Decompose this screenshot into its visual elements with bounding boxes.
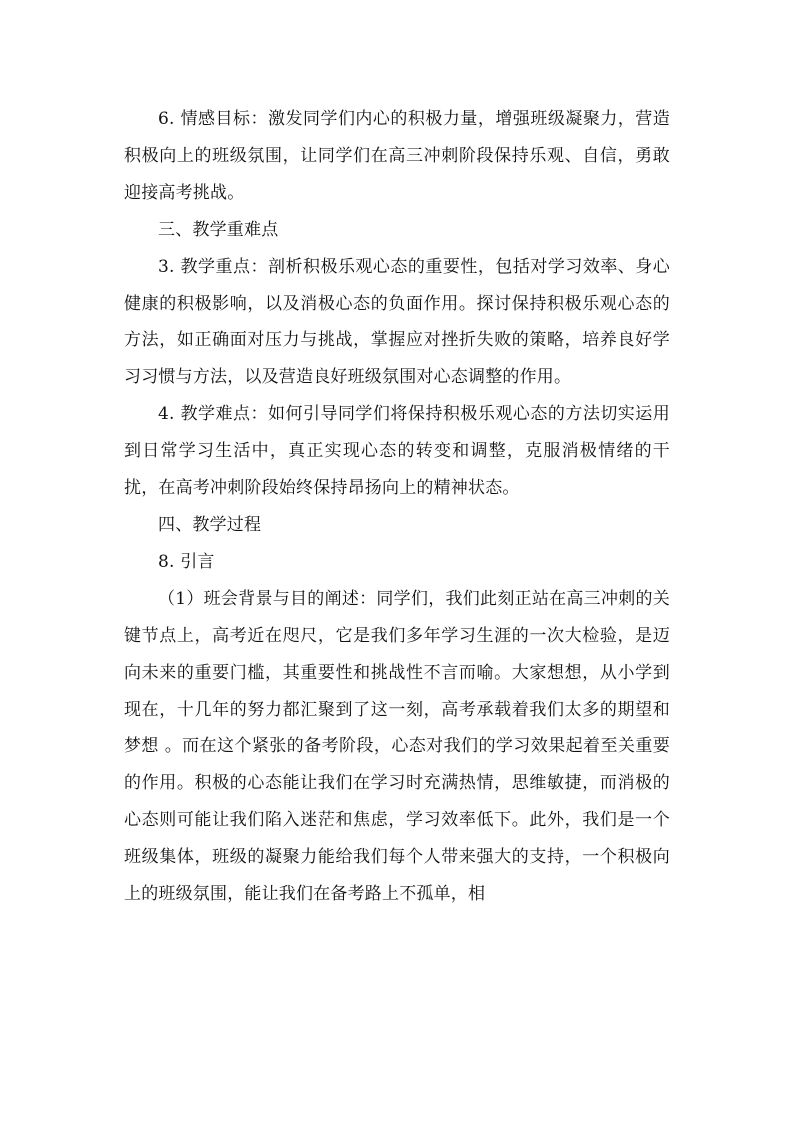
teaching-focus-paragraph: 3. 教学重点：剖析积极乐观心态的重要性，包括对学习效率、身心健康的积极影响，以及消极心态的负面作用。探讨保持积极乐观心态的方法，如正确面对压力与挑战，掌握应对挫折失败的策略，培养良好学习习惯与方法，以及营造良好班级氛围对心态调整的作用。 xyxy=(124,256,670,388)
section-four-heading: 四、教学过程 xyxy=(158,514,262,535)
introduction-heading: 8. 引言 xyxy=(158,551,215,572)
section-three-heading: 三、教学重难点 xyxy=(158,219,279,240)
emotion-goal-paragraph: 6. 情感目标：激发同学们内心的积极力量，增强班级凝聚力，营造积极向上的班级氛围，让同学们在高三冲刺阶段保持乐观、自信，勇敢迎接高考挑战。 xyxy=(124,109,670,203)
introduction-body-paragraph: （1）班会背景与目的阐述：同学们，我们此刻正站在高三冲刺的关键节点上，高考近在咫尺，它是我们多年学习生涯的一次大检验，是迈向未来的重要门槛，其重要性和挑战性不言而喻。大家想想，从小学到现在，十几年的努力都汇聚到了这一刻，高考承载着我们太多的期望和梦想 。而在这个紧张的备考阶段，心态对我们的学习效果起着至关重要的作用。积极的心态能让我们在学习时充满热情，思维敏捷，而消极的心态则可能让我们陷入迷茫和焦虑，学习效率低下。此外，我们是一个班级集体，班级的凝聚力能给我们每个人带来强大的支持，一个积极向上的班级氛围，能让我们在备考路上不孤单，相 xyxy=(124,588,670,905)
document-body xyxy=(124,101,670,913)
teaching-difficulty-paragraph: 4. 教学难点：如何引导同学们将保持积极乐观心态的方法切实运用到日常学习生活中，真正实现心态的转变和调整，克服消极情绪的干扰，在高考冲刺阶段始终保持昂扬向上的精神状态。 xyxy=(124,404,670,499)
